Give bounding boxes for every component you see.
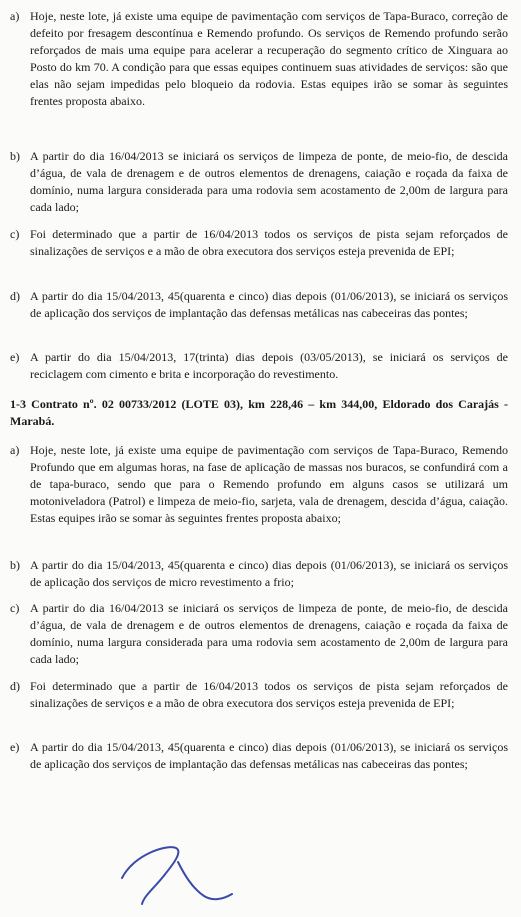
item-text: Hoje, neste lote, já existe uma equipe de pavimentação com serviços de Tapa-Buraco, correção de defeito por fresagem descontínua e Remendo profundo. Os serviços de Remendo profundo serão reforçados de mais uma equipe para acelerar a recuperação do segmento crítico de Xinguara ao Posto do km 70. A condição para que essas equipes continuem suas atividades de serviços: são que elas não sejam impedidas pelo bloqueio da rodovia. Estas equipes irão se somar às seguintes frentes proposta abaixo. [30,9,508,108]
list-item [10,148,508,216]
item-text: A partir do dia 15/04/2013, 45(quarenta e cinco) dias depois (01/06/2013), se iniciará os serviços de aplicação dos serviços de implantação das defensas metálicas nas cabeceiras das pontes; [30,289,508,320]
item-text: Hoje, neste lote, já existe uma equipe de pavimentação com serviços de Tapa-Buraco, Remendo Profundo que em algumas horas, na fase de aplicação de massas nos buracos, se confundirá com a de tapa-buraco, sendo que para o Remendo profundo em alguns casos se utilizará um motoniveladora (Patrol) e limpeza de meio-fio, sarjeta, vala de drenagem, descida d’água, caiação. Estas equipes irão se somar às seguintes frentes proposta abaixo; [30,443,508,525]
list-item [10,557,508,591]
section-heading: 1-3 Contrato nº. 02 00733/2012 (LOTE 03), km 228,46 – km 344,00, Eldorado dos Carajás - Marabá. [10,397,508,428]
item-label: e) [10,350,20,364]
list-item [10,226,508,260]
list-item [10,678,508,712]
item-text: A partir do dia 16/04/2013 se iniciará os serviços de limpeza de ponte, de meio-fio, de descida d’água, de vala de drenagem e de outros elementos de drenagens, caiação e roçada da faixa de domínio, numa largura considerada para uma rodovia sem acostamento de 2,00m de largura para cada lado; [30,601,508,666]
item-label: b) [10,558,20,572]
list-item [10,8,508,110]
list-item [10,739,508,773]
item-label: a) [10,443,20,457]
item-text: A partir do dia 15/04/2013, 17(trinta) dias depois (03/05/2013), se iniciará os serviços de reciclagem com cimento e brita e incorporação do revestimento. [30,350,508,381]
item-text: A partir do dia 15/04/2013, 45(quarenta e cinco) dias depois (01/06/2013), se iniciará os serviços de aplicação dos serviços de micro revestimento a frio; [30,558,508,589]
item-label: d) [10,289,20,303]
item-label: d) [10,679,20,693]
list-item [10,442,508,527]
item-text: Foi determinado que a partir de 16/04/2013 todos os serviços de pista sejam reforçados de sinalizações de serviços e a mão de obra executora dos serviços esteja prevenida de EPI; [30,679,508,710]
item-label: a) [10,9,20,23]
list-item [10,288,508,322]
item-text: A partir do dia 16/04/2013 se iniciará os serviços de limpeza de ponte, de meio-fio, de descida d’água, de vala de drenagem e de outros elementos de drenagens, caiação e roçada da faixa de domínio, numa largura considerada para uma rodovia sem acostamento de 2,00m de largura para cada lado; [30,149,508,214]
item-label: c) [10,227,20,241]
list-item [10,349,508,383]
handwritten-signature-icon [112,834,242,914]
item-text: A partir do dia 15/04/2013, 45(quarenta e cinco) dias depois (01/06/2013), se iniciará os serviços de aplicação dos serviços de implantação das defensas metálicas nas cabeceiras das pontes; [30,740,508,771]
item-label: c) [10,601,20,615]
list-item [10,600,508,668]
item-text: Foi determinado que a partir de 16/04/2013 todos os serviços de pista sejam reforçados de sinalizações de serviços e a mão de obra executora dos serviços esteja prevenida de EPI; [30,227,508,258]
item-label: e) [10,740,20,754]
item-label: b) [10,149,20,163]
